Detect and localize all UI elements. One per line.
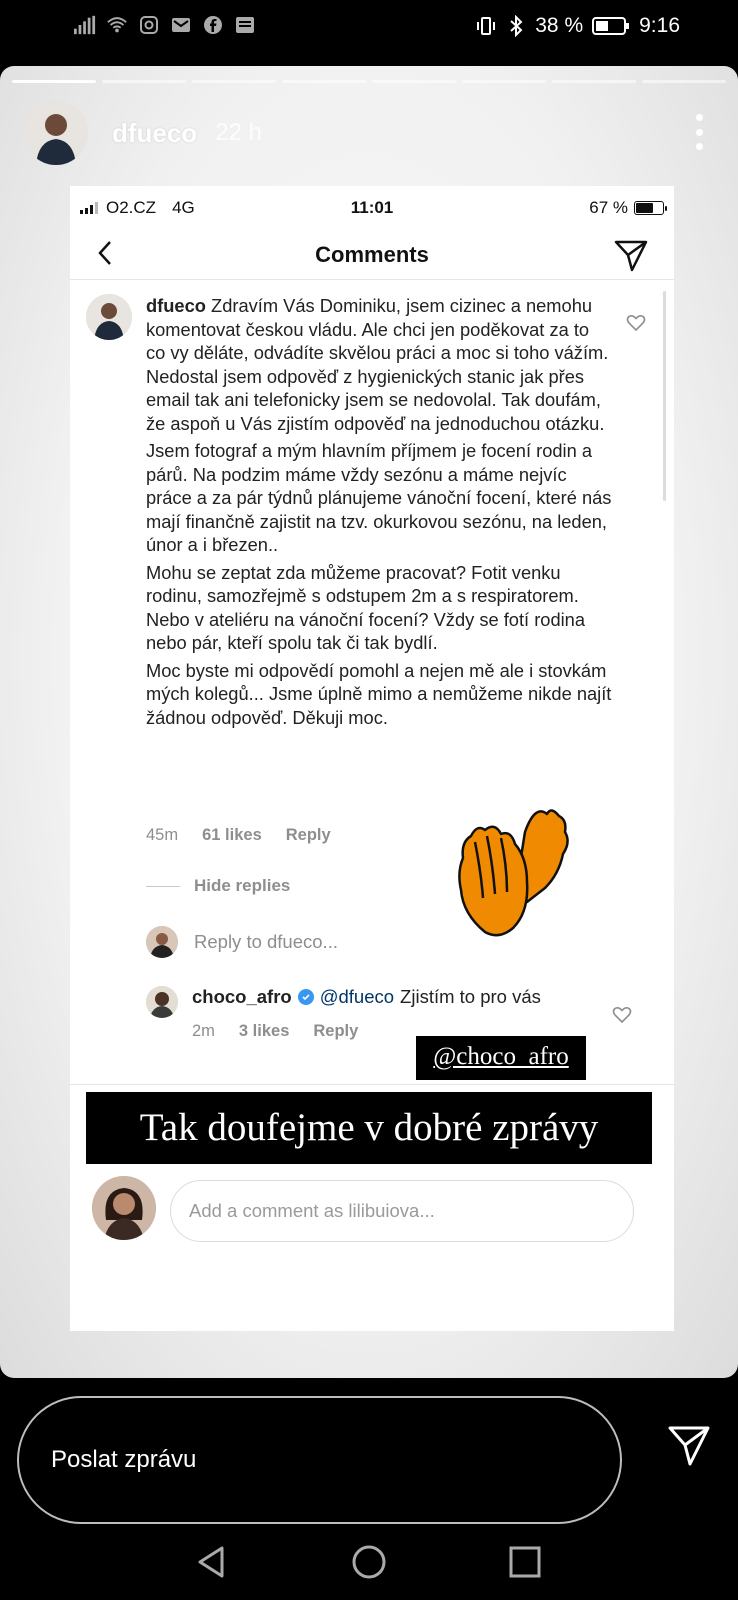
heart-icon[interactable] — [626, 314, 646, 332]
comment-paragraph: Mohu se zeptat zda můžeme pracovat? Fotit venku rodinu, samozřejmě s odstupem 2m a s respiratorem. Nebo v ateliéru na vánoční focení? Vždy se fotí rodina nebo pár, kteří spolu tak či tak bydlí. — [146, 561, 586, 653]
home-nav-icon[interactable] — [347, 1540, 391, 1584]
signal-icon — [74, 14, 96, 36]
comment-meta — [146, 826, 331, 845]
recents-nav-icon[interactable] — [503, 1540, 547, 1584]
replier-avatar[interactable] — [146, 986, 178, 1018]
page-title: Comments — [315, 242, 429, 267]
direct-send-icon[interactable] — [612, 236, 650, 274]
hide-replies-toggle[interactable] — [146, 876, 290, 896]
comment-paragraph: Jsem fotograf a mým hlavním příjmem je focení rodin a párů. Na podzim máme vždy sezónu a máme nejvíc práce a za pár týdnů plánujeme vánoční focení, které nás mají finančně zajistit na tzv. okurkovou sezónu, na leden, únor a i březen.. — [146, 440, 612, 555]
comments-screenshot — [70, 186, 674, 1331]
reply-likes[interactable]: 3 likes — [238, 1022, 290, 1040]
progress-segment — [282, 80, 366, 83]
facebook-icon — [202, 14, 224, 36]
clapping-hands-sticker — [455, 802, 573, 942]
message-placeholder: Poslat zprávu — [51, 1446, 197, 1473]
heart-icon[interactable] — [612, 1006, 632, 1024]
divider — [146, 886, 180, 887]
story-view[interactable] — [0, 66, 738, 1378]
progress-segment — [102, 80, 186, 83]
reply-username[interactable]: choco_afro — [192, 986, 292, 1007]
progress-segment — [372, 80, 456, 83]
ios-time: 11:01 — [350, 198, 394, 217]
progress-segment — [552, 80, 636, 83]
comment-age: 45m — [146, 826, 179, 844]
bluetooth-icon — [505, 15, 527, 37]
ios-battery-percent: 67 % — [589, 198, 628, 217]
android-nav-bar — [0, 1530, 738, 1600]
story-header — [24, 100, 714, 166]
commenter-avatar[interactable] — [86, 294, 132, 340]
reply-to-row[interactable] — [146, 926, 338, 958]
verified-badge-icon — [298, 989, 314, 1005]
compose-avatar — [92, 1176, 156, 1240]
battery-percent: 38 % — [535, 14, 584, 37]
instagram-icon — [138, 14, 160, 36]
mail-icon — [170, 14, 192, 36]
clock: 9:16 — [639, 14, 680, 37]
progress-segment — [192, 80, 276, 83]
ios-status-bar — [70, 186, 674, 226]
more-options-icon[interactable] — [696, 114, 704, 150]
story-avatar[interactable] — [24, 101, 88, 165]
status-bar — [0, 0, 738, 58]
story-age: 22 h — [215, 119, 262, 146]
carrier: O2.CZ — [106, 198, 157, 217]
reply-to-placeholder[interactable]: Reply to dfueco... — [194, 931, 338, 952]
comment-paragraph: Moc byste mi odpovědí pomohl a nejen mě ale i stovkám mých kolegů... Jsme úplně mimo a nemůžeme nikde najít žádnou odpověď. Děkuji moc. — [146, 659, 612, 728]
wifi-icon — [106, 14, 128, 36]
story-username[interactable]: dfueco — [112, 117, 198, 148]
comment-paragraph: Zdravím Vás Dominiku, jsem cizinec a nemohu komentovat českou vládu. Ale chci jen poděkovat za to co vy děláte, odvádíte skvělou práci a moc si toho vážím. Nedostal jsem odpověď z hygienických stanic jak přes email tak ani telefonicky jsem se nedovolal. Tak doufám, že aspoň u Vás zjistím odpověď na jednoduchou otázku. — [146, 295, 609, 434]
reply-age: 2m — [192, 1022, 215, 1040]
progress-segment — [642, 80, 726, 83]
message-input[interactable] — [17, 1396, 622, 1524]
comment-username[interactable]: dfueco — [146, 295, 206, 316]
comment-input[interactable]: Add a comment as lilibuiova... — [170, 1180, 634, 1242]
vibrate-icon — [475, 15, 497, 37]
progress-segment — [462, 80, 546, 83]
my-avatar — [146, 926, 178, 958]
comments-navbar — [70, 230, 674, 280]
ios-battery-icon — [634, 201, 664, 215]
reply-body: Zjistím to pro vás — [400, 986, 541, 1007]
news-icon — [234, 14, 256, 36]
scrollbar[interactable] — [663, 291, 666, 501]
caption-sticker: Tak doufejme v dobré zprávy — [86, 1092, 652, 1164]
reply-meta — [192, 1022, 358, 1041]
story-progress — [12, 80, 726, 83]
reply-link[interactable]: Reply — [285, 826, 331, 844]
reply-text — [192, 986, 541, 1008]
comment-text — [146, 294, 612, 733]
reply-mention[interactable]: @dfueco — [319, 986, 395, 1007]
divider — [70, 1084, 674, 1085]
reply-link[interactable]: Reply — [313, 1022, 359, 1040]
send-icon[interactable] — [666, 1422, 712, 1468]
progress-segment — [12, 80, 96, 83]
mention-sticker[interactable]: @choco_afro — [416, 1036, 586, 1080]
hide-replies-label: Hide replies — [194, 876, 291, 895]
battery-icon — [591, 15, 631, 37]
network-type: 4G — [172, 198, 195, 217]
back-nav-icon[interactable] — [190, 1540, 234, 1584]
comment-likes[interactable]: 61 likes — [202, 826, 262, 844]
